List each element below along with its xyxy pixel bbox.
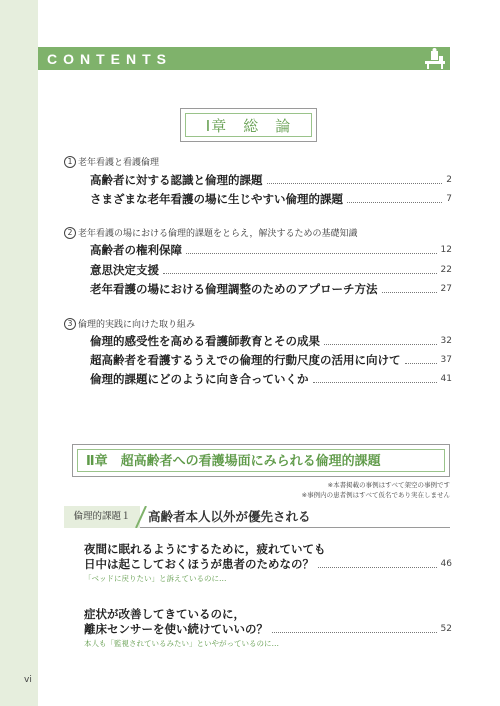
leader-dots (347, 202, 442, 203)
section-number: 1 (64, 156, 76, 168)
case-subtitle: 「ベッドに戻りたい」と訴えているのに… (84, 574, 227, 583)
case-subtitle: 本人も「監視されているみたい」といやがっているのに… (84, 639, 279, 648)
topic-title: 高齢者本人以外が優先される (148, 509, 311, 524)
chapter1-heading-box (180, 108, 317, 142)
toc-entry-page: 22 (440, 265, 452, 275)
leader-dots (272, 632, 437, 633)
toc-entry-title: 高齢者に対する認識と倫理的課題 (90, 173, 263, 187)
toc-entry[interactable] (90, 241, 452, 259)
contents-title: CONTENTS (47, 51, 172, 67)
toc-entry-page: 41 (440, 374, 452, 384)
toc-entry[interactable] (90, 370, 452, 388)
section-number: 2 (64, 227, 76, 239)
toc-entry-title: 倫理的課題にどのように向き合っていくか (90, 372, 309, 386)
topic-bar (64, 506, 450, 528)
toc-entry[interactable] (90, 190, 452, 208)
toc-entry-title: 老年看護の場における倫理調整のためのアプローチ方法 (90, 282, 378, 296)
case-entry[interactable] (84, 556, 452, 572)
note-line-1: ※本書掲載の事例はすべて架空の事例です (327, 481, 450, 489)
section-heading-2 (64, 227, 358, 241)
section-heading-3 (64, 318, 195, 332)
toc-entry-page: 37 (440, 355, 452, 365)
desk-icon (423, 47, 447, 70)
section-title: 老年看護と看護倫理 (78, 158, 160, 168)
leader-dots (313, 382, 437, 383)
section-number: 3 (64, 318, 76, 330)
leader-dots (405, 363, 437, 364)
toc-entry-page: 12 (440, 245, 452, 255)
case-page: 52 (440, 624, 452, 634)
case-title-line-1[interactable]: 症状が改善してきているのに， (84, 607, 245, 621)
toc-entry[interactable] (90, 280, 452, 298)
case-title-line-2: 日中は起こしておくほうが患者のためなの？ (84, 557, 314, 571)
leader-dots (267, 183, 443, 184)
toc-entry-title: 超高齢者を看護するうえでの倫理的行動尺度の活用に向けて (90, 353, 401, 367)
toc-entry-page: 32 (440, 336, 452, 346)
chapter1-title: Ⅰ章 総 論 (185, 113, 312, 137)
toc-entry[interactable] (90, 332, 452, 350)
toc-entry-title: 意思決定支援 (90, 263, 159, 277)
chapter2-title: Ⅱ章 超高齢者への看護場面にみられる倫理的課題 (77, 449, 445, 472)
leader-dots (318, 567, 437, 568)
chapter2-heading-box (72, 444, 450, 477)
toc-entry[interactable] (90, 351, 452, 369)
leader-dots (324, 344, 437, 345)
page-number: vi (24, 675, 32, 685)
toc-entry[interactable] (90, 261, 452, 279)
slash-divider (130, 506, 150, 528)
case-page: 46 (440, 559, 452, 569)
toc-entry-page: 7 (446, 194, 452, 204)
toc-entry-page: 27 (440, 284, 452, 294)
toc-entry[interactable] (90, 171, 452, 189)
case-entry[interactable] (84, 621, 452, 637)
note-line-2: ※事例内の患者例はすべて仮名であり実在しません (301, 491, 450, 499)
side-strip (0, 0, 38, 706)
topic-underline (140, 527, 450, 528)
section-heading-1 (64, 156, 159, 170)
leader-dots (163, 273, 437, 274)
section-title: 老年看護の場における倫理的課題をとらえ，解決するための基礎知識 (78, 229, 358, 239)
section-title: 倫理的実践に向けた取り組み (78, 320, 196, 330)
topic-label: 倫理的課題１ (64, 506, 140, 528)
toc-entry-page: 2 (446, 175, 452, 185)
toc-entry-title: 高齢者の権利保障 (90, 243, 182, 257)
toc-entry-title: 倫理的感受性を高める看護師教育とその成果 (90, 334, 320, 348)
leader-dots (382, 292, 437, 293)
case-title-line-2: 離床センサーを使い続けていいの？ (84, 622, 268, 636)
leader-dots (186, 253, 437, 254)
toc-entry-title: さまざまな老年看護の場に生じやすい倫理的課題 (90, 192, 343, 206)
case-title-line-1[interactable]: 夜間に眠れるようにするために，疲れていても (84, 542, 326, 556)
